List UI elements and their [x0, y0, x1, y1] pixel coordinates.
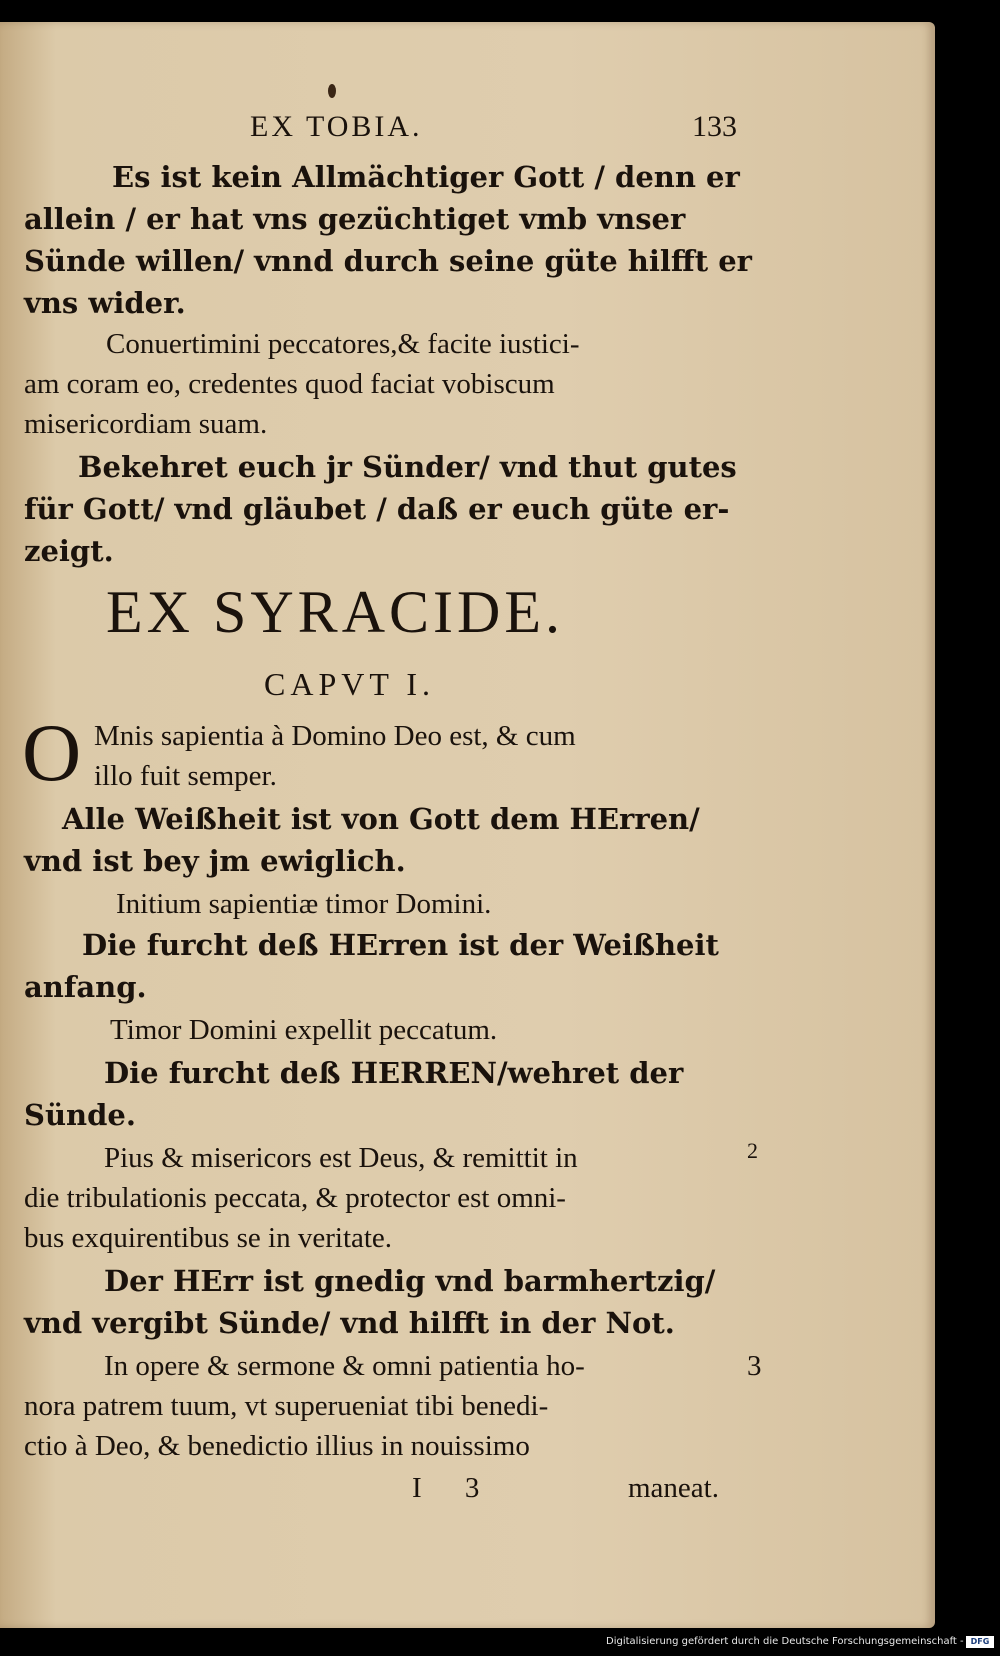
text-line: In opere & sermone & omni patientia ho-	[104, 1350, 585, 1382]
text-line: Timor Domini expellit peccatum.	[110, 1014, 498, 1046]
text-line: Bekehret euch jr Sünder/ vnd thut gutes	[78, 450, 737, 484]
digitization-credit: Digitalisierung gefördert durch die Deutsche Forschungsgemeinschaft -	[606, 1636, 964, 1647]
page-number: 133	[692, 110, 737, 143]
text-line: Es ist kein Allmächtiger Gott / denn er	[112, 160, 740, 194]
text-line: am coram eo, credentes quod faciat vobiscum	[24, 368, 555, 400]
text-line: Initium sapientiæ timor Domini.	[116, 888, 492, 920]
text-line: misericordiam suam.	[24, 408, 268, 440]
verse-number: 3	[747, 1350, 762, 1382]
running-title: EX TOBIA.	[250, 110, 423, 143]
text-line: Die furcht deß HErren ist der Weißheit	[82, 928, 719, 962]
signature-mark: I 3	[412, 1472, 498, 1504]
book-page	[0, 22, 935, 1628]
section-title: EX SYRACIDE.	[106, 579, 565, 645]
text-line: vnd vergibt Sünde/ vnd hilfft in der Not.	[24, 1306, 675, 1340]
dfg-logo: DFG	[966, 1636, 994, 1648]
text-line: die tribulationis peccata, & protector est omni-	[24, 1182, 566, 1214]
text-line: Die furcht deß HERREN/wehret der	[104, 1056, 684, 1090]
text-line: für Gott/ vnd gläubet / daß er euch güte er-	[24, 492, 730, 526]
text-line: zeigt.	[24, 534, 114, 568]
text-line: nora patrem tuum, vt superueniat tibi benedi-	[24, 1390, 549, 1422]
text-line: Sünde.	[24, 1098, 136, 1132]
chapter-heading: CAPVT I.	[264, 666, 435, 702]
text-line: vnd ist bey jm ewiglich.	[24, 844, 406, 878]
text-line: allein / er hat vns gezüchtiget vmb vnser	[24, 202, 686, 236]
text-line: Alle Weißheit ist von Gott dem HErren/	[62, 802, 700, 836]
text-line: Conuertimini peccatores,& facite iustici-	[106, 328, 580, 360]
text-line: vns wider.	[24, 286, 186, 320]
ink-spot	[328, 84, 336, 98]
initial-letter: O	[22, 707, 82, 798]
text-line: Mnis sapientia à Domino Deo est, & cum	[94, 720, 576, 752]
text-line: Pius & misericors est Deus, & remittit in	[104, 1142, 578, 1174]
text-line: ctio à Deo, & benedictio illius in nouissimo	[24, 1430, 530, 1462]
text-line: bus exquirentibus se in veritate.	[24, 1222, 393, 1254]
text-line: Der HErr ist gnedig vnd barmhertzig/	[104, 1264, 716, 1298]
verse-number: 2	[747, 1138, 758, 1163]
text-line: anfang.	[24, 970, 147, 1004]
text-line: illo fuit semper.	[94, 760, 277, 792]
catchword: maneat.	[628, 1472, 719, 1504]
text-line: Sünde willen/ vnnd durch seine güte hilfft er	[24, 244, 752, 278]
